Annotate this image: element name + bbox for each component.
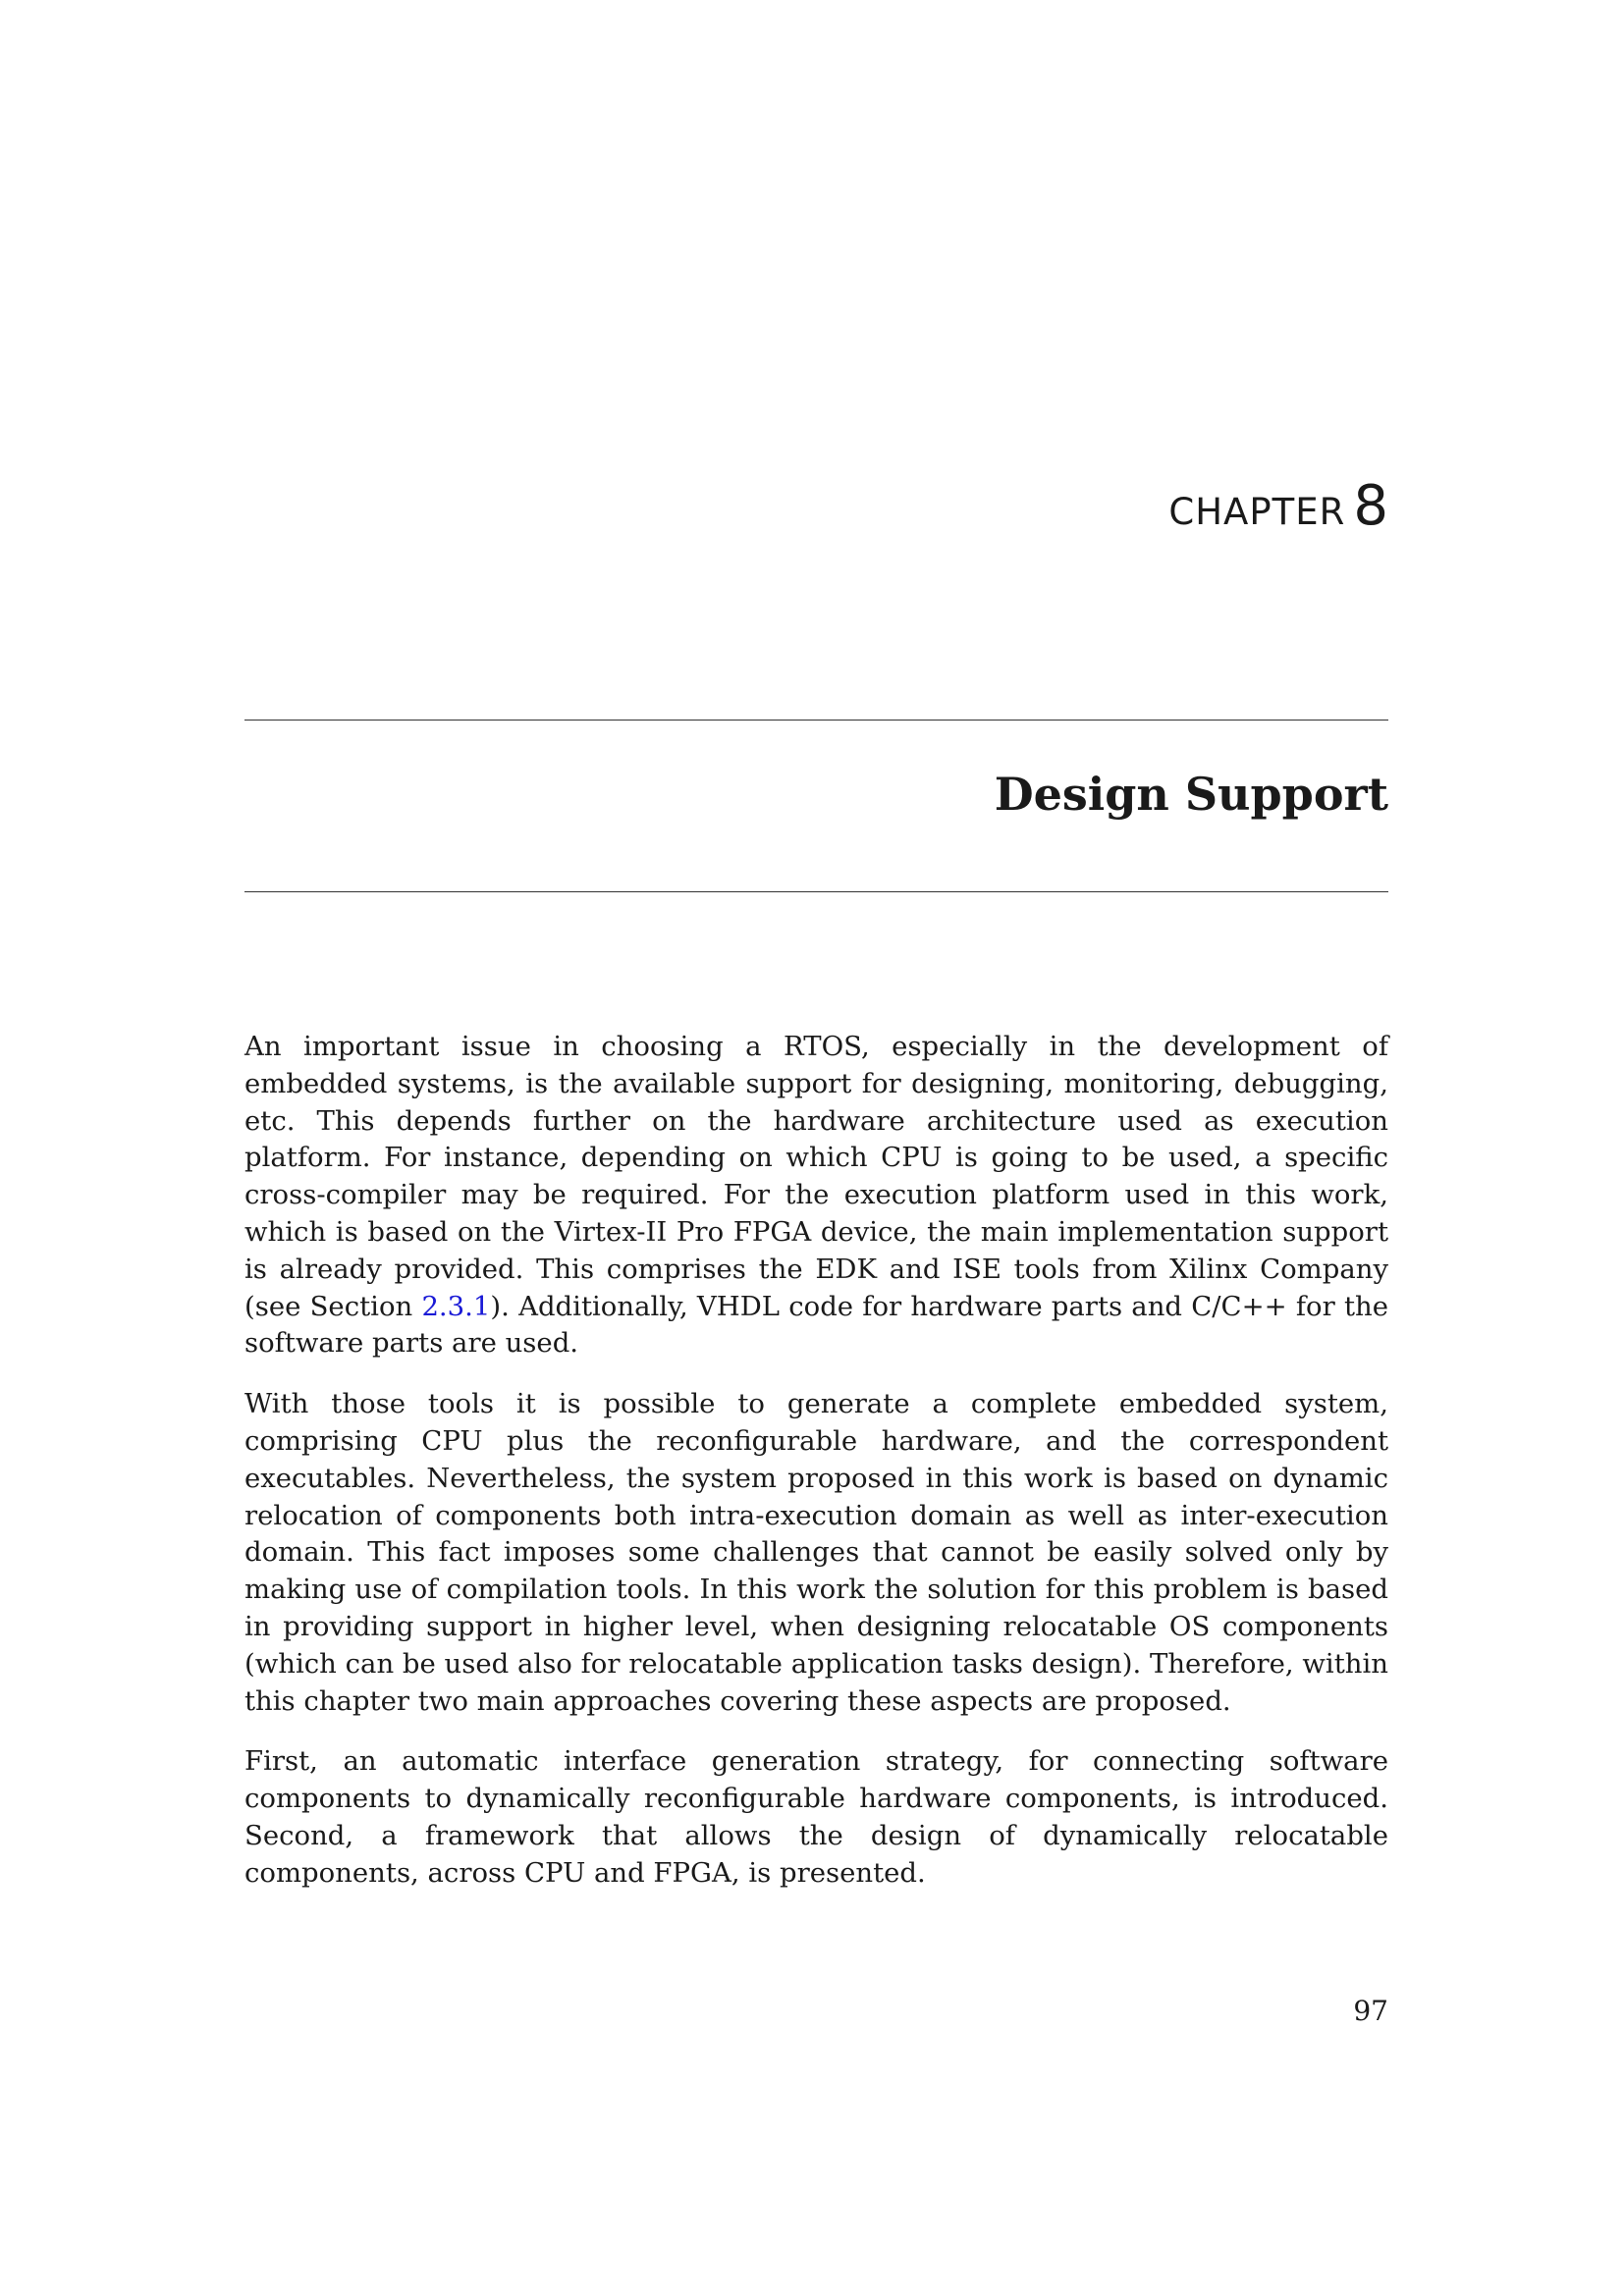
chapter-heading xyxy=(1168,474,1388,538)
paragraph-1-text-end: ). Additionally, VHDL code for hardware parts and C/C++ for the software parts are used. xyxy=(244,1290,1388,1360)
title-rule-bottom xyxy=(244,891,1388,892)
chapter-body xyxy=(244,1029,1388,1916)
title-rule-top xyxy=(244,720,1388,721)
paragraph-1 xyxy=(244,1029,1388,1362)
paragraph-2: With those tools it is possible to generate a complete embedded system, comprising CPU plus the reconfigurable hardware, and the correspondent executables. Nevertheless, the system proposed in this work is based on dynamic relocation of components both intra-execution domain as well as inter-execution domain. This fact imposes some challenges that cannot be easily solved only by making use of compilation tools. In this work the solution for this problem is based in providing support in higher level, when designing relocatable OS components (which can be used also for relocatable application tasks design). Therefore, within this chapter two main approaches covering these aspects are proposed. xyxy=(244,1388,1388,1717)
chapter-title: Design Support xyxy=(994,768,1388,821)
paragraph-1-text-start: An important issue in choosing a RTOS, especially in the development of embedded systems, is the available support for designing, monitoring, debugging, etc. This depends further on the hardware architecture used as execution platform. For instance, depending on which CPU is going to be used, a specific cross-compiler may be required. For the execution platform used in this work, which is based on the Virtex-II Pro FPGA device, the main implementation support is already provided. This comprises the EDK and ISE tools from Xilinx Company (see Section xyxy=(244,1031,1388,1322)
paragraph-3: First, an automatic interface generation strategy, for connecting software components to dynamically reconfigurable hardware components, is introduced. Second, a framework that allows the design of dynamically relocatable components, across CPU and FPGA, is presented. xyxy=(244,1745,1388,1889)
section-reference-link[interactable]: 2.3.1 xyxy=(421,1290,491,1322)
page-number: 97 xyxy=(1353,1995,1388,2027)
chapter-word: CHAPTER xyxy=(1168,491,1346,533)
chapter-number: 8 xyxy=(1353,474,1388,538)
